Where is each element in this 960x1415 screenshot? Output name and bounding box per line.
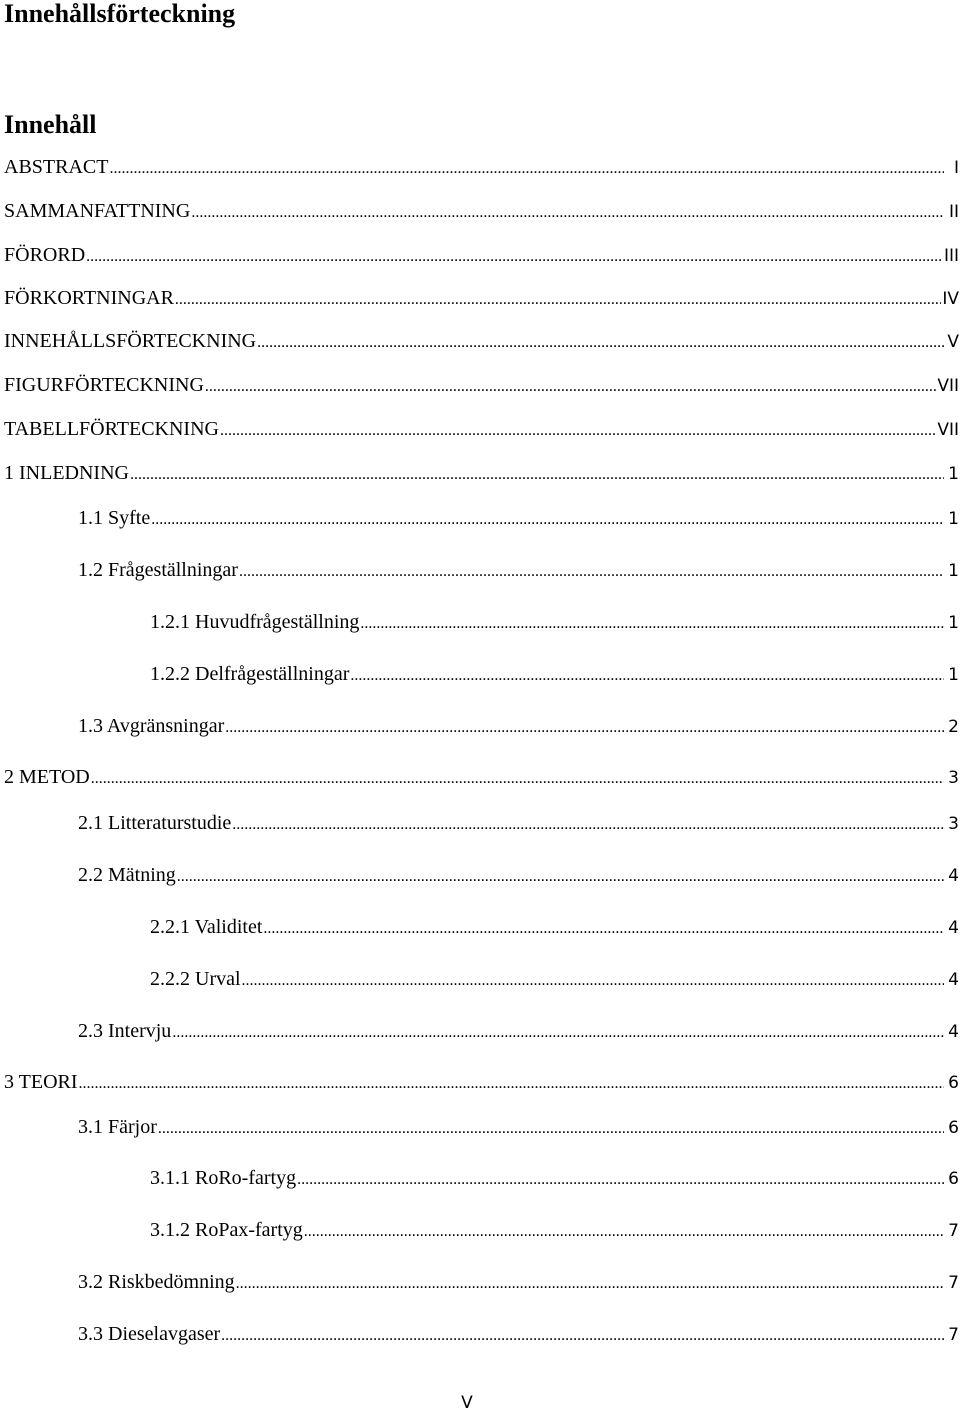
toc-entry-forkortningar[interactable] xyxy=(4,286,960,310)
toc-leader-dots xyxy=(220,419,936,441)
toc-page-number: 6 xyxy=(948,1073,959,1093)
toc-leader-dots xyxy=(232,813,944,835)
toc-entry-label: FIGURFÖRTECKNING xyxy=(4,374,204,396)
toc-entry-avgransningar[interactable] xyxy=(78,714,960,738)
toc-page-number: 7 xyxy=(948,1273,959,1293)
toc-entry-label: 1.3 Avgränsningar xyxy=(78,715,225,737)
toc-page-number: V xyxy=(947,332,959,352)
toc-page-number: I xyxy=(953,158,959,178)
toc-page-number: 7 xyxy=(948,1221,959,1241)
toc-entry-label: 1.2.1 Huvudfrågeställning xyxy=(150,611,360,633)
toc-page-number: II xyxy=(948,202,959,222)
toc-leader-dots xyxy=(225,716,944,738)
toc-entry-urval[interactable] xyxy=(150,967,960,991)
toc-entry-label: 3.1.2 RoPax-fartyg xyxy=(150,1219,303,1241)
toc-entry-label: 1.2.2 Delfrågeställningar xyxy=(150,663,350,685)
toc-entry-fragestallningar[interactable] xyxy=(78,558,960,582)
toc-entry-label: 2.2.2 Urval xyxy=(150,968,241,990)
toc-leader-dots xyxy=(257,331,944,353)
toc-page-number: III xyxy=(943,246,959,266)
toc-entry-label: 2.3 Intervju xyxy=(78,1020,172,1042)
toc-entry-forord[interactable] xyxy=(4,243,960,267)
toc-entry-label: 2.1 Litteraturstudie xyxy=(78,812,232,834)
toc-page-number: 1 xyxy=(948,509,959,529)
toc-page-number: IV xyxy=(942,289,959,309)
toc-entry-label: 3.1 Färjor xyxy=(78,1116,157,1138)
toc-leader-dots xyxy=(172,1021,944,1043)
toc-page-number: 6 xyxy=(948,1169,959,1189)
toc-page-number: 2 xyxy=(948,717,959,737)
toc-entry-inledning[interactable] xyxy=(4,461,960,485)
toc-entry-syfte[interactable] xyxy=(78,506,960,530)
toc-entry-label: SAMMANFATTNING xyxy=(4,200,191,222)
toc-entry-label: 2 METOD xyxy=(4,766,90,788)
toc-page-number: 7 xyxy=(948,1325,959,1345)
toc-entry-sammanfattning[interactable] xyxy=(4,199,960,223)
toc-page-number: 4 xyxy=(948,918,959,938)
toc-entry-riskbedomning[interactable] xyxy=(78,1270,960,1294)
toc-entry-metod[interactable] xyxy=(4,765,960,789)
toc-entry-label: TABELLFÖRTECKNING xyxy=(4,418,219,440)
toc-leader-dots xyxy=(130,463,944,485)
document-title: Innehållsförteckning xyxy=(4,0,236,28)
toc-entry-roro-fartyg[interactable] xyxy=(150,1166,960,1190)
toc-entry-label: ABSTRACT xyxy=(4,156,109,178)
page-number-footer: V xyxy=(461,1393,473,1413)
toc-entry-teori[interactable] xyxy=(4,1070,960,1094)
toc-page-number: 1 xyxy=(948,613,959,633)
toc-leader-dots xyxy=(350,664,944,686)
toc-entry-tabellforteckning[interactable] xyxy=(4,417,960,441)
toc-leader-dots xyxy=(109,157,944,179)
toc-entry-farjor[interactable] xyxy=(78,1115,960,1139)
toc-entry-huvudfragestallning[interactable] xyxy=(150,610,960,634)
toc-entry-matning[interactable] xyxy=(78,863,960,887)
toc-leader-dots xyxy=(175,288,941,310)
toc-entry-delfragestallningar[interactable] xyxy=(150,662,960,686)
toc-entry-label: 3.1.1 RoRo-fartyg xyxy=(150,1167,297,1189)
toc-leader-dots xyxy=(91,767,944,789)
toc-leader-dots xyxy=(239,560,944,582)
toc-leader-dots xyxy=(177,865,944,887)
toc-page-number: 1 xyxy=(948,665,959,685)
toc-heading: Innehåll xyxy=(4,110,97,139)
toc-entry-label: 1.1 Syfte xyxy=(78,507,151,529)
toc-page-number: VII xyxy=(937,376,959,396)
toc-entry-litteraturstudie[interactable] xyxy=(78,811,960,835)
toc-page-number: 1 xyxy=(948,464,959,484)
toc-page-number: 6 xyxy=(948,1118,959,1138)
toc-leader-dots xyxy=(360,612,944,634)
toc-entry-label: 1 INLEDNING xyxy=(4,462,129,484)
toc-entry-abstract[interactable] xyxy=(4,155,960,179)
toc-entry-label: FÖRORD xyxy=(4,244,86,266)
toc-leader-dots xyxy=(158,1117,944,1139)
toc-leader-dots xyxy=(79,1072,944,1094)
toc-leader-dots xyxy=(236,1272,944,1294)
toc-page-number: 3 xyxy=(948,768,959,788)
toc-entry-ropax-fartyg[interactable] xyxy=(150,1218,960,1242)
toc-page-number: VII xyxy=(937,420,959,440)
toc-entry-label: 2.2.1 Validitet xyxy=(150,916,263,938)
toc-entry-intervju[interactable] xyxy=(78,1019,960,1043)
toc-page-number: 4 xyxy=(948,970,959,990)
toc-entry-validitet[interactable] xyxy=(150,915,960,939)
toc-page-number: 3 xyxy=(948,814,959,834)
toc-page-number: 4 xyxy=(948,1022,959,1042)
toc-page-number: 1 xyxy=(948,561,959,581)
toc-entry-label: 3.3 Dieselavgaser xyxy=(78,1323,221,1345)
toc-leader-dots xyxy=(205,375,936,397)
toc-entry-dieselavgaser[interactable] xyxy=(78,1322,960,1346)
toc-leader-dots xyxy=(304,1220,944,1242)
toc-entry-label: INNEHÅLLSFÖRTECKNING xyxy=(4,330,257,352)
toc-leader-dots xyxy=(191,201,944,223)
toc-leader-dots xyxy=(297,1168,944,1190)
toc-entry-label: 2.2 Mätning xyxy=(78,864,176,886)
toc-page-number: 4 xyxy=(948,866,959,886)
toc-entry-figurforteckning[interactable] xyxy=(4,373,960,397)
toc-leader-dots xyxy=(221,1324,944,1346)
toc-entry-label: 3.2 Riskbedömning xyxy=(78,1271,235,1293)
toc-entry-label: 3 TEORI xyxy=(4,1071,78,1093)
toc-leader-dots xyxy=(86,245,943,267)
toc-entry-innehallsforteckning[interactable] xyxy=(4,329,960,353)
toc-leader-dots xyxy=(242,969,944,991)
toc-leader-dots xyxy=(263,917,944,939)
toc-leader-dots xyxy=(151,508,944,530)
toc-entry-label: FÖRKORTNINGAR xyxy=(4,287,174,309)
toc-entry-label: 1.2 Frågeställningar xyxy=(78,559,238,581)
